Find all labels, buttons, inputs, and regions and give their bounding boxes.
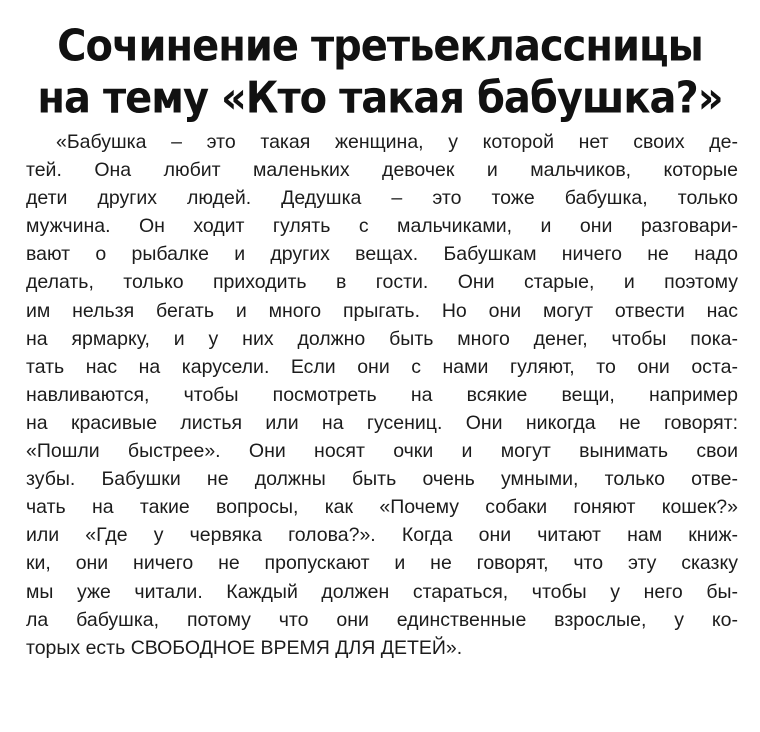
article-title-line-1: Сочинение третьеклассницы bbox=[57, 20, 703, 72]
body-line: ла бабушка, потому что они единственные взрослые, у ко- bbox=[26, 608, 738, 631]
body-line: мы уже читали. Каждый должен стараться, чтобы у него бы- bbox=[26, 580, 738, 603]
body-line: тать нас на карусели. Если они с нами гуляют, то они оста- bbox=[26, 355, 738, 378]
body-line: торых есть СВОБОДНОЕ ВРЕМЯ ДЛЯ ДЕТЕЙ». bbox=[26, 636, 463, 659]
body-line: делать, только приходить в гости. Они старые, и поэтому bbox=[26, 271, 738, 294]
body-line: чать на такие вопросы, как «Почему собаки гоняют кошек?» bbox=[26, 496, 738, 519]
body-line: вают о рыбалке и других вещах. Бабушкам ничего не надо bbox=[26, 243, 738, 266]
body-line: тей. Она любит маленьких девочек и мальчиков, которые bbox=[26, 159, 738, 182]
body-line: ки, они ничего не пропускают и не говорят, что эту сказку bbox=[26, 552, 738, 575]
body-line: дети других людей. Дедушка – это тоже бабушка, только bbox=[26, 187, 738, 210]
body-line: на красивые листья или на гусениц. Они никогда не говорят: bbox=[26, 411, 738, 434]
body-line: навливаются, чтобы посмотреть на всякие вещи, например bbox=[26, 383, 738, 406]
body-line: или «Где у червяка голова?». Когда они читают нам книж- bbox=[26, 524, 738, 547]
body-line: на ярмарку, и у них должно быть много денег, чтобы пока- bbox=[26, 327, 738, 350]
body-line: зубы. Бабушки не должны быть очень умными, только отве- bbox=[26, 468, 738, 491]
body-line: «Пошли быстрее». Они носят очки и могут вынимать свои bbox=[26, 440, 738, 463]
article-title-line-2: на тему «Кто такая бабушка?» bbox=[37, 72, 723, 124]
body-line: «Бабушка – это такая женщина, у которой нет своих де- bbox=[56, 131, 738, 153]
body-line: мужчина. Он ходит гулять с мальчиками, и они разговари- bbox=[26, 215, 738, 238]
article-body bbox=[26, 128, 738, 662]
body-line: им нельзя бегать и много прыгать. Но они могут отвести нас bbox=[26, 299, 738, 322]
